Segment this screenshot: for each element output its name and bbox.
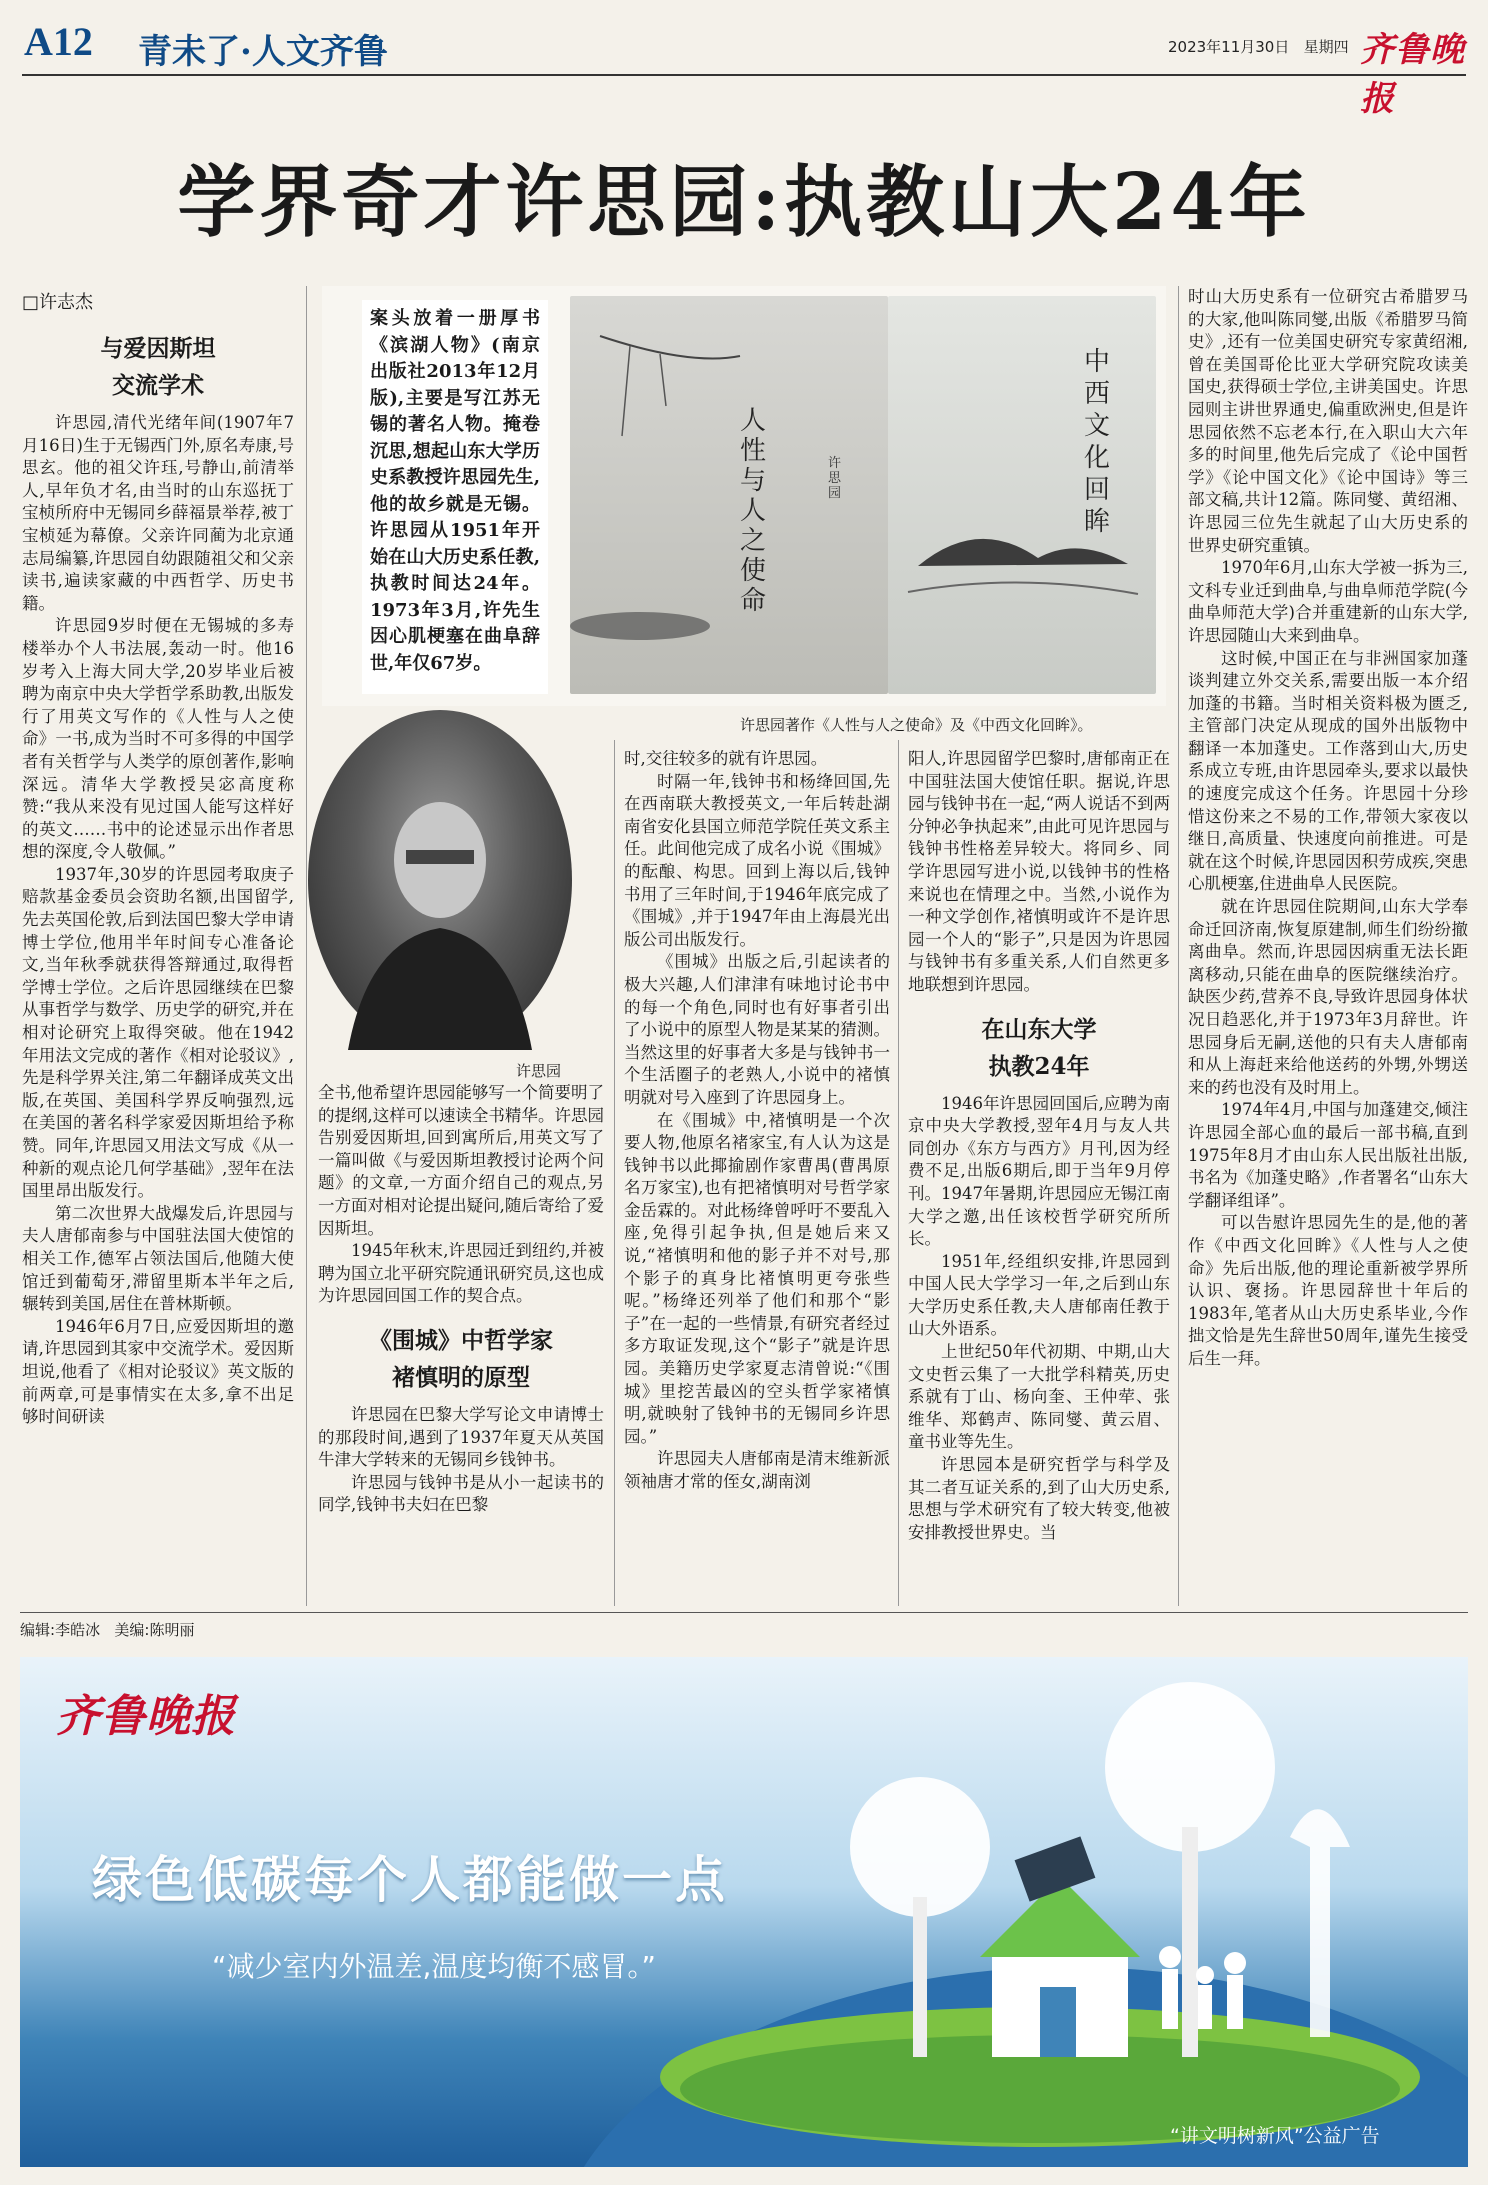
- footer-rule: [20, 1612, 1468, 1613]
- column-rule: [1178, 286, 1179, 1606]
- subhead: [22, 330, 294, 404]
- book-cover-2: [888, 296, 1156, 694]
- issue-date: [1168, 36, 1349, 57]
- designer-name: 陈明丽: [149, 1621, 195, 1639]
- public-service-ad: [20, 1657, 1468, 2167]
- paragraph: 许思园夫人唐郁南是清末维新派领袖唐才常的侄女,湖南浏: [624, 1449, 890, 1491]
- ad-slogan: 绿色低碳每个人都能做一点: [92, 1851, 728, 1909]
- subhead-line: 交流学术: [112, 372, 204, 399]
- paragraph: 这时候,中国正在与非洲国家加蓬谈判建立外交关系,需要出版一本介绍加蓬的书籍。当时相关资料极为匮乏,主管部门决定从现成的国外出版物中翻译一本加蓬史。工作落到山大,历史系成立专班,由许思园牵头,要求以最快的速度完成这个任务。许思园十分珍惜这份来之不易的工作,带领大家夜以继日,高质量、快速度向前推进。可是就在这个时候,许思园因积劳成疾,突患心肌梗塞,住进曲阜人民医院。: [1188, 648, 1468, 894]
- paragraph: 许思园本是研究哲学与科学及其二者互证关系的,到了山大历史系,思想与学术研究有了较大转变,他被安排教授世界史。当: [908, 1455, 1170, 1542]
- subhead-line: 执教24年: [988, 1052, 1090, 1080]
- paragraph: 许思园,清代光绪年间(1907年7月16日)生于无锡西门外,原名寿康,号思玄。他的祖父许珏,号静山,前清举人,早年负才名,由当时的山东巡抚丁宝桢所府中无锡同乡薛福景举荐,被丁宝桢延为幕僚。父亲许同蔺为北京通志局编纂,许思园自幼跟随祖父和父亲读书,遍读家藏的中西哲学、历史书籍。: [22, 413, 294, 613]
- paragraph: 时隔一年,钱钟书和杨绛回国,先在西南联大教授英文,一年后转赴湖南省安化县国立师范学院任英文系主任。此间他完成了成名小说《围城》的酝酿、构思。回到上海以后,钱钟书用了三年时间,于1946年底完成了《围城》,并于1947年由上海晨光出版公司出版发行。: [624, 771, 890, 949]
- column-5: [1188, 286, 1468, 1371]
- book-cover-1: [570, 296, 888, 694]
- subhead: [318, 1322, 604, 1396]
- paragraph: 许思园在巴黎大学写论文申请博士的那段时间,遇到了1937年夏天从英国牛津大学转来的无锡同乡钱钟书。: [318, 1404, 604, 1470]
- column-rule: [614, 740, 615, 1606]
- column-4: [908, 748, 1170, 1544]
- portrait-figure: [308, 710, 572, 1050]
- paragraph: 时,交往较多的就有许思园。: [624, 749, 828, 768]
- editor-name: 李皓冰: [55, 1621, 101, 1639]
- paragraph: 1937年,30岁的许思园考取庚子赔款基金委员会资助名额,出国留学,先去英国伦敦,后到法国巴黎大学申请博士学位,他用半年时间专心准备论文,当年秋季就获得答辩通过,取得哲学博士学位。之后许思园继续在巴黎从事哲学与数学、历史学的研究,并在相对论研究上取得突破。他在1942年用法文完成的著作《相对论驳议》,先是科学界关注,第二年翻译成英文出版,在英国、美国科学界反响强烈,远在美国的著名科学家爱因斯坦给予称赞。同年,许思园又用法文写成《从一种新的观点论几何学基础》,翌年在法国里昂出版发行。: [22, 864, 294, 1201]
- subhead-line: 褚慎明的原型: [392, 1363, 530, 1391]
- ad-illustration: [20, 1657, 1468, 2167]
- paragraph: 全书,他希望许思园能够写一个简要明了的提纲,这样可以速读全书精华。许思园告别爱因斯坦,回到寓所后,用英文写了一篇叫做《与爱因斯坦教授讨论两个问题》的文章,一方面介绍自己的观点,另一方面对相对论提出疑问,随后寄给了爱因斯坦。: [318, 1083, 604, 1238]
- subhead-line: 在山东大学: [981, 1015, 1097, 1043]
- ad-brand-logo: 齐鲁晚报: [56, 1691, 236, 1742]
- ad-subline: “减少室内外温差,温度均衡不感冒。”: [212, 1950, 656, 1983]
- paragraph: 1946年6月7日,应爱因斯坦的邀请,许思园到其家中交流学术。爱因斯坦说,他看了《相对论驳议》英文版的前两章,可是事情实在太多,拿不出足够时间研读: [22, 1316, 294, 1427]
- paragraph: 《围城》出版之后,引起读者的极大兴趣,人们津津有味地讨论书中的每一个角色,同时也有好事者引出了小说中的原型人物是某某的猜测。当然这里的好事者大多是与钱钟书一个生活圈子的老熟人,小说中的褚慎明就对号入座到了许思园身上。: [624, 952, 890, 1107]
- paragraph: 阳人,许思园留学巴黎时,唐郁南正在中国驻法国大使馆任职。据说,许思园与钱钟书在一起,“两人说话不到两分钟必争执起来”,由此可见许思园与钱钟书性格差异较大。将同乡、同学许思园写进小说,以钱钟书的性格来说也在情理之中。当然,小说作为一种文学创作,褚慎明或许不是许思园一个人的“影子”,只是因为许思园与钱钟书有多重关系,人们自然更多地联想到许思园。: [908, 749, 1170, 994]
- editor-credits: 编辑:李皓冰 美编:陈明丽: [20, 1621, 195, 1639]
- subhead-line: 《围城》中哲学家: [369, 1326, 553, 1354]
- byline: □许志杰: [22, 292, 94, 313]
- editor-label: 编辑: [20, 1621, 51, 1639]
- paragraph: 许思园与钱钟书是从小一起读书的同学,钱钟书夫妇在巴黎: [318, 1472, 604, 1515]
- portrait-caption: 许思园: [516, 1062, 562, 1080]
- paragraph: 1946年许思园回国后,应聘为南京中央大学教授,翌年4月与友人共同创办《东方与西方》月刊,因为经费不足,出版6期后,即于当年9月停刊。1947年暑期,许思园应无锡江南大学之邀,出任该校哲学研究所所长。: [908, 1093, 1170, 1249]
- weekday-text: 星期四: [1303, 38, 1349, 56]
- intro-box: 案头放着一册厚书《滨湖人物》(南京出版社2013年12月版),主要是写江苏无锡的著名人物。掩卷沉思,想起山东大学历史系教授许思园先生,他的故乡就是无锡。许思园从1951年开始在山大历史系任教,执教时间达24年。1973年3月,许先生因心肌梗塞在曲阜辞世,年仅67岁。: [362, 300, 548, 694]
- paper-logo: 齐鲁晚报: [1360, 30, 1465, 119]
- article-title: 学界奇才许思园:执教山大24年: [177, 157, 1311, 248]
- paragraph: 1951年,经组织安排,许思园到中国人民大学学习一年,之后到山东大学历史系任教,夫人唐郁南任教于山大外语系。: [908, 1251, 1170, 1339]
- book1-author: 许思园: [828, 456, 842, 501]
- paragraph: 可以告慰许思园先生的是,他的著作《中西文化回眸》《人性与人之使命》先后出版,他的理论重新被学界所认识、褒扬。许思园辞世十年后的1983年,笔者从山大历史系毕业,今作拙文恰是先生辞世50周年,谨先生接受后生一拜。: [1188, 1213, 1468, 1368]
- header-rule: [22, 74, 1466, 76]
- paragraph: 1970年6月,山东大学被一拆为三,文科专业迁到曲阜,与曲阜师范学院(今曲阜师范大学)合并重建新的山东大学,许思园随山大来到曲阜。: [1188, 558, 1468, 645]
- photo-caption: 许思园著作《人性与人之使命》及《中西文化回眸》。: [740, 716, 1093, 734]
- paragraph: 许思园9岁时便在无锡城的多寿楼举办个人书法展,轰动一时。他16岁考入上海大同大学,20岁毕业后被聘为南京中央大学哲学系助教,出版发行了用英文写作的《人性与人之使命》一书,成为当时不可多得的中国学者有关哲学与人类学的原创著作,影响深远。清华大学教授吴宓高度称赞:“我从来没有见过国人能写这样好的英文……书中的论述显示出作者思想的深度,令人敬佩。”: [22, 616, 294, 862]
- column-3: [624, 748, 890, 1494]
- date-text: 2023年11月30日: [1168, 38, 1290, 56]
- paragraph: 1974年4月,中国与加蓬建交,倾注许思园全部心血的最后一部书稿,直到1975年8月才由山东人民出版社出版,书名为《加蓬史略》,作者署名“山东大学翻译组译”。: [1188, 1100, 1468, 1210]
- column-rule: [306, 286, 307, 1606]
- portrait-photo: [308, 710, 572, 1050]
- designer-label: 美编: [114, 1621, 145, 1639]
- subhead: [908, 1011, 1170, 1085]
- column-2: [318, 1082, 604, 1517]
- page-number: A12: [24, 19, 93, 64]
- section-name: 青未了·人文齐鲁: [138, 32, 388, 72]
- book2-title: 中西文化回眸: [1084, 347, 1111, 537]
- paragraph: 第二次世界大战爆发后,许思园与夫人唐郁南参与中国驻法国大使馆的相关工作,德军占领法国后,他随大使馆迁到葡萄牙,滞留里斯本半年之后,辗转到美国,居住在普林斯顿。: [22, 1203, 294, 1314]
- book1-title: 人性与人之使命: [740, 406, 767, 616]
- mountain-illustration: [888, 296, 1156, 694]
- paragraph: 在《围城》中,褚慎明是一个次要人物,他原名褚家宝,有人认为这是钱钟书以此揶揄剧作家曹禺(曹禺原名万家宝),也有把褚慎明对号哲学家金岳霖的。对此杨绛曾呼吁不要乱入座,免得引起争执,但是她后来又说,“褚慎明和他的影子并不对号,那个影子的真身比褚慎明更夸张些呢。”杨绛还列举了他们和那个“影子”在一起的一些情景,有研究者经过多方取证发现,这个“影子”就是许思园。美籍历史学家夏志清曾说:“《围城》里挖苦最凶的空头哲学家褚慎明,就映射了钱钟书的无锡同乡许思园。”: [624, 1110, 890, 1446]
- column-1: [22, 316, 294, 1429]
- paragraph: 就在许思园住院期间,山东大学奉命迁回济南,恢复原建制,师生们纷纷撤离曲阜。然而,许思园因病重无法长距离移动,只能在曲阜的医院继续治疗。缺医少药,营养不良,导致许思园身体状况日趋恶化,并于1973年3月辞世。许思园身后无嗣,送他的只有夫人唐郁南和从上海赶来给他送药的外甥,外甥送来的药也没有及时用上。: [1188, 897, 1468, 1097]
- paragraph: 时山大历史系有一位研究古希腊罗马的大家,他叫陈同燮,出版《希腊罗马简史》,还有一位美国史研究专家黄绍湘,曾在美国哥伦比亚大学研究院攻读美国史,获得硕士学位,主讲美国史。许思园则主讲世界通史,偏重欧洲史,但是许思园依然不忘老本行,在入职山大六年多的时间里,他先后完成了《论中国哲学》《论中国文化》《论中国诗》等三部文稿,共计12篇。陈同燮、黄绍湘、许思园三位先生就起了山大历史系的世界史研究重镇。: [1188, 287, 1468, 555]
- paragraph: 上世纪50年代初期、中期,山大文史哲云集了一大批学科精英,历史系就有丁山、杨向奎、王仲荦、张维华、郑鹤声、陈同燮、黄云眉、童书业等先生。: [908, 1342, 1170, 1452]
- column-rule: [898, 740, 899, 1606]
- ad-credit: “讲文明树新风”公益广告: [1170, 2125, 1380, 2147]
- subhead-line: 与爱因斯坦: [100, 335, 216, 362]
- paragraph: 1945年秋末,许思园迁到纽约,并被聘为国立北平研究院通讯研究员,这也成为许思园回国工作的契合点。: [318, 1241, 604, 1306]
